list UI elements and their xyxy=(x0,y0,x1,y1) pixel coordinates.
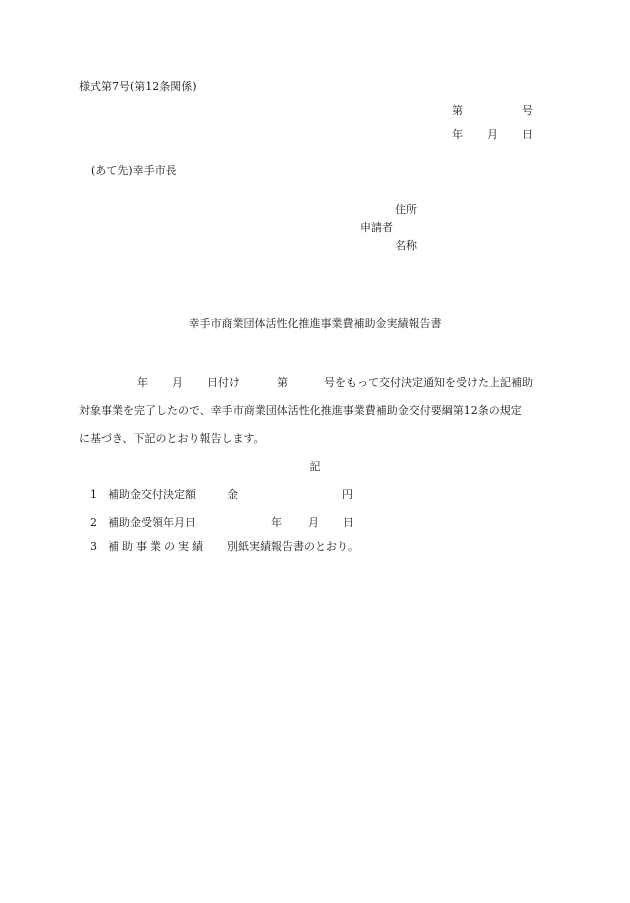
list-item xyxy=(90,540,359,554)
results-value: 別紙実績報告書のとおり。 xyxy=(227,540,359,553)
list-item xyxy=(90,516,354,530)
date-month: 月 xyxy=(487,128,498,141)
ki-heading: 記 xyxy=(309,460,321,473)
item-label: 補助事業の実績 xyxy=(108,540,206,553)
body-line-2: 対象事業を完了したので、幸手市商業団体活性化推進事業費補助金交付要綱第12条の規定 xyxy=(79,404,522,417)
body-line1-rest: 号をもって交付決定通知を受けた上記補助 xyxy=(324,376,533,389)
address-label: 住所 xyxy=(395,203,417,216)
addressee: (あて先)幸手市長 xyxy=(91,164,177,177)
body-year: 年 xyxy=(137,376,148,389)
body-month: 月 xyxy=(172,376,183,389)
amount-prefix: 金 xyxy=(227,488,238,501)
item-number: 2 xyxy=(90,516,97,529)
list-item xyxy=(90,488,353,502)
body-line-3: に基づき、下記のとおり報告します。 xyxy=(79,432,265,445)
received-day: 日 xyxy=(343,516,354,529)
body-dated: 日付け xyxy=(207,376,240,389)
form-number: 様式第7号(第12条関係) xyxy=(79,80,197,93)
date-day: 日 xyxy=(522,128,533,141)
item-number: 1 xyxy=(90,488,97,501)
name-label: 名称 xyxy=(395,239,417,252)
body-number-prefix: 第 xyxy=(277,376,288,389)
doc-number-suffix: 号 xyxy=(522,104,533,117)
applicant-label: 申請者 xyxy=(360,221,393,234)
received-year: 年 xyxy=(271,516,282,529)
date-year: 年 xyxy=(452,128,463,141)
doc-number-prefix: 第 xyxy=(452,104,463,117)
amount-suffix: 円 xyxy=(342,488,353,501)
item-number: 3 xyxy=(90,540,97,553)
item-label: 補助金交付決定額 xyxy=(108,488,196,501)
document-title: 幸手市商業団体活性化推進事業費補助金実績報告書 xyxy=(188,317,442,330)
item-label: 補助金受領年月日 xyxy=(108,516,196,529)
received-month: 月 xyxy=(308,516,319,529)
